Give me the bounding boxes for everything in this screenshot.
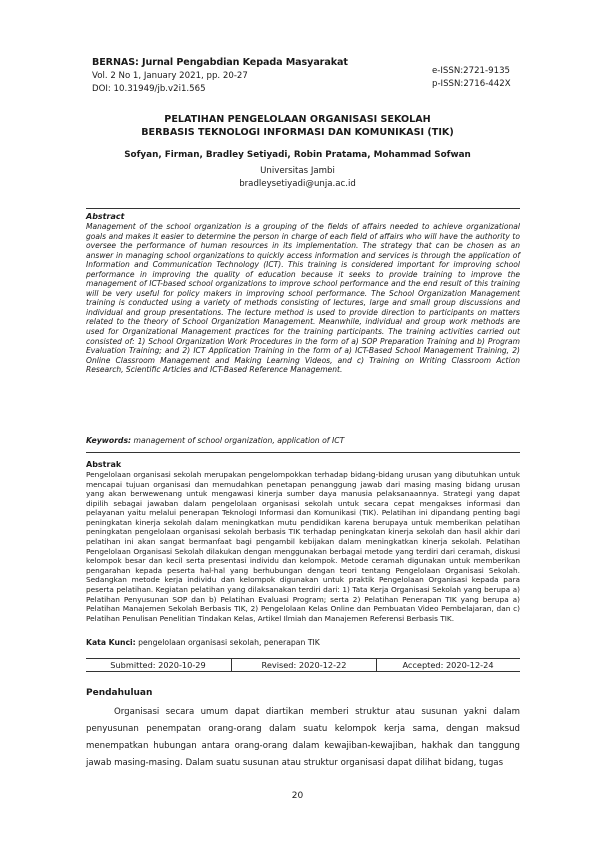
author-email: bradleysetiyadi@unja.ac.id	[239, 179, 356, 189]
kata-kunci-text: pengelolaan organisasi sekolah, penerapan TIK	[138, 638, 320, 647]
abstract-id-keywords	[86, 638, 320, 647]
abstract-en-heading: Abstract	[86, 212, 125, 221]
kata-kunci-label: Kata Kunci:	[86, 638, 136, 647]
divider-top	[86, 208, 520, 209]
affiliation: Universitas Jambi	[260, 166, 335, 176]
journal-name: BERNAS: Jurnal Pengabdian Kepada Masyarakat	[92, 57, 348, 68]
authors: Sofyan, Firman, Bradley Setiyadi, Robin Pratama, Mohammad Sofwan	[124, 150, 471, 160]
section-heading-introduction: Pendahuluan	[86, 688, 153, 698]
abstract-id-body: Pengelolaan organisasi sekolah merupakan pengelompokkan terhadap bidang-bidang urusan yang dibutuhkan untuk mencapai tujuan organisasi dan memudahkan penetapan penanggung jawab dari masing masing bidang urusan yang akan berwewenang untuk mengawasi kinerja sumber daya manusia pelaksanaannya. Strategi yang dapat dipilih sebagai jawaban dalam pengelolaan organisasi sekolah untuk secara cepat mengakses informasi dan pelayanan yaitu melalui penerapan Teknologi Informasi dan Komunikasi (TIK). Pelatihan ini dipandang penting bagi peningkatan kinerja sekolah dalam meningkatkan mutu pendidikan karena berupaya untuk memberikan pelatihan peningkatan pengelolaan organisasi sekolah berbasis TIK terhadap peningkatan kinerja sekolah dan hasil akhir dari pelatihan ini akan sangat bermanfaat bagi pengambil kebijakan dalam meningkatkan kinerja sekolah. Pelatihan Pengelolaan Organisasi Sekolah dilakukan dengan menggunakan berbagai metode yang terdiri dari ceramah, diskusi kelompok besar dan kecil serta presentasi individu dan kelompok. Metode ceramah digunakan untuk memberikan pengarahan kepada peserta hal-hal yang berhubungan dengan teori tentang Pengelolaan Organisasi Sekolah. Sedangkan metode kerja individu dan kelompok digunakan untuk praktik Pengelolaan Organisasi kepada para peserta pelatihan. Kegiatan pelatihan yang dilaksanakan terdiri dari: 1) Tata Kerja Organisasi Sekolah yang berupa a) Pelatihan Penyusunan SOP dan b) Pelatihan Evaluasi Program; serta 2) Pelatihan Penerapan TIK yang berupa a) Pelatihan Manajemen Sekolah Berbasis TIK, 2) Pengelolaan Kelas Online dan Pembuatan Video Pembelajaran, dan c) Pelatihan Penulisan Penelitian Tindakan Kelas, Artikel Ilmiah dan Manajemen Referensi Berbasis TIK.	[86, 470, 520, 623]
abstract-en-keywords	[86, 436, 344, 445]
e-issn: e-ISSN:2721-9135	[432, 66, 510, 76]
abstract-en-body: Management of the school organization is a grouping of the fields of affairs needed to achieve organizational goals and makes it easier to determine the person in charge of each field of affairs who will have the authority to oversee the performance of human resources in its implementation. The strategy that can be chosen as an answer in managing school organizations to quickly access information and services is through the application of Information and Communication Technology (ICT). This training is considered important for improving school performance in improving the quality of education because it seeks to provide training to improve the management of ICT-based school organizations to improve school performance and the end result of this training will be very useful for policy makers in improving school performance. The School Organization Management training is conducted using a variety of methods consisting of lectures, large and small group discussions and individual and group presentations. The lecture method is used to provide direction to participants on matters related to the theory of School Organization Management. Meanwhile, individual and group work methods are used for Organizational Management practices for the training participants. The training activities carried out consisted of: 1) School Organization Work Procedures in the form of a) SOP Preparation Training and b) Program Evaluation Training; and 2) ICT Application Training in the form of a) ICT-Based School Management Training, 2) Online Classroom Management and Making Learning Videos, and c) Training on Writing Classroom Action Research, Scientific Articles and ICT-Based Reference Management.	[86, 222, 520, 375]
keywords-text: management of school organization, application of ICT	[133, 436, 345, 445]
date-submitted: Submitted: 2020-10-29	[110, 660, 206, 670]
page-number: 20	[291, 791, 304, 801]
divider-middle	[86, 452, 520, 453]
keywords-label: Keywords:	[86, 436, 132, 445]
article-title-line2: BERBASIS TEKNOLOGI INFORMASI DAN KOMUNIKASI (TIK)	[141, 127, 454, 138]
introduction-body: Organisasi secara umum dapat diartikan memberi struktur atau susunan yakni dalam penyusunan penempatan orang-orang dalam suatu kelompok kerja sama, dengan maksud menempatkan hubungan antara orang-orang dalam kewajiban-kewajiban, hakhak dan tanggung jawab masing-masing. Dalam suatu susunan atau struktur organisasi dapat dilihat bidang, tugas	[86, 707, 520, 768]
date-revised: Revised: 2020-12-22	[231, 659, 377, 671]
journal-volume: Vol. 2 No 1, January 2021, pp. 20-27	[92, 71, 248, 81]
article-title-line1: PELATIHAN PENGELOLAAN ORGANISASI SEKOLAH	[164, 114, 431, 125]
article-dates	[86, 658, 520, 672]
journal-doi: DOI: 10.31949/jb.v2i1.565	[92, 84, 206, 94]
date-accepted: Accepted: 2020-12-24	[402, 660, 494, 670]
p-issn: p-ISSN:2716-442X	[432, 79, 511, 89]
abstract-id-heading: Abstrak	[86, 460, 122, 469]
